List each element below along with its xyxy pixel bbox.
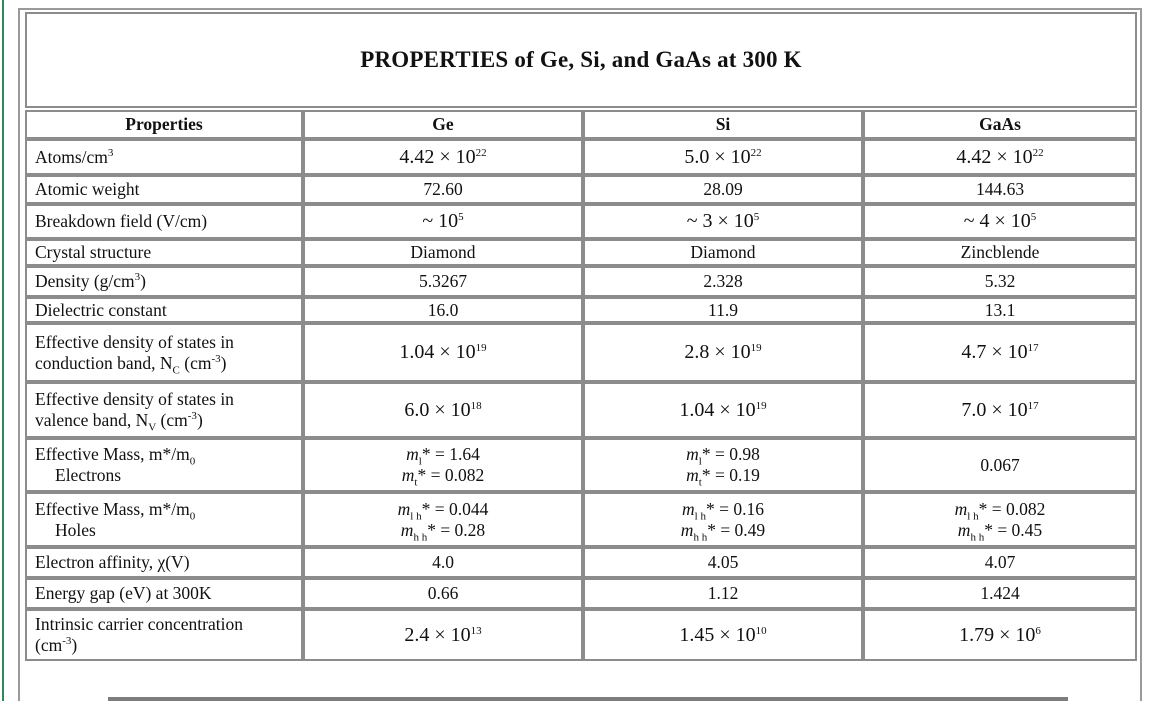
- row-effective-mass-holes: [25, 492, 1137, 547]
- header-row: [25, 110, 1137, 139]
- gaas-value: 4.07: [863, 547, 1137, 578]
- page-title: PROPERTIES of Ge, Si, and GaAs at 300 K: [360, 47, 802, 72]
- si-value: $1.45 \times 10^{10}$: [583, 609, 863, 661]
- si-value: $m_l* = 0.98$ $m_t* = 0.19$: [583, 438, 863, 492]
- gaas-value: $4.42 \times 10^{22}$: [863, 139, 1137, 175]
- ge-value: 5.3267: [303, 266, 583, 297]
- ge-value: $1.04 \times 10^{19}$: [303, 323, 583, 382]
- row-label: Effective Mass, $m*/m_0$ Holes: [25, 492, 303, 547]
- ge-value: $m_{l h}* = 0.044$ $m_{h h}* = 0.28$: [303, 492, 583, 547]
- si-value: 11.9: [583, 297, 863, 323]
- gaas-value: 5.32: [863, 266, 1137, 297]
- gaas-value: Zincblende: [863, 239, 1137, 266]
- gutter-line: [2, 0, 4, 701]
- left-gutter: [0, 0, 8, 701]
- ge-value: $6.0 \times 10^{18}$: [303, 382, 583, 438]
- header-si: Si: [583, 110, 863, 139]
- gaas-value: $4.7 \times 10^{17}$: [863, 323, 1137, 382]
- ge-value: $4.42 \times 10^{22}$: [303, 139, 583, 175]
- row-label: Energy gap (eV) at 300K: [25, 578, 303, 609]
- header-ge: Ge: [303, 110, 583, 139]
- row-electron-affinity: [25, 547, 1137, 578]
- si-value: 2.328: [583, 266, 863, 297]
- row-label: Intrinsic carrier concentration $(cm^{-3})$: [25, 609, 303, 661]
- row-label: Atoms/$cm^3$: [25, 139, 303, 175]
- row-density-states-conduction: [25, 323, 1137, 382]
- row-breakdown-field: [25, 204, 1137, 239]
- ge-value: $m_l* = 1.64$ $m_t* = 0.082$: [303, 438, 583, 492]
- row-label: Effective density of states in conduction band, $N_C$ $(cm^{-3})$: [25, 323, 303, 382]
- row-label: Breakdown field (V/cm): [25, 204, 303, 239]
- gaas-value: 0.067: [863, 438, 1137, 492]
- row-label: Dielectric constant: [25, 297, 303, 323]
- bottom-divider: [108, 697, 1068, 701]
- row-energy-gap: [25, 578, 1137, 609]
- row-atoms: [25, 139, 1137, 175]
- row-crystal-structure: [25, 239, 1137, 266]
- row-effective-mass-electrons: [25, 438, 1137, 492]
- ge-value: Diamond: [303, 239, 583, 266]
- header-properties: Properties: [25, 110, 303, 139]
- ge-value: 16.0: [303, 297, 583, 323]
- row-intrinsic-carrier: [25, 609, 1137, 661]
- gaas-value: ~ $4 \times 10^5$: [863, 204, 1137, 239]
- gaas-value: $m_{l h}* = 0.082$ $m_{h h}* = 0.45$: [863, 492, 1137, 547]
- si-value: 4.05: [583, 547, 863, 578]
- row-label: Density $(g/cm^3)$: [25, 266, 303, 297]
- row-density-states-valence: [25, 382, 1137, 438]
- gaas-value: $1.79 \times 10^6$: [863, 609, 1137, 661]
- row-label: Crystal structure: [25, 239, 303, 266]
- header-gaas: GaAs: [863, 110, 1137, 139]
- properties-table: [25, 110, 1137, 661]
- row-label: Electron affinity, χ(V): [25, 547, 303, 578]
- si-value: $5.0 \times 10^{22}$: [583, 139, 863, 175]
- si-value: ~ $3 \times 10^5$: [583, 204, 863, 239]
- si-value: $2.8 \times 10^{19}$: [583, 323, 863, 382]
- row-label: Effective density of states in valence band, $N_V$ $(cm^{-3})$: [25, 382, 303, 438]
- ge-value: 0.66: [303, 578, 583, 609]
- gaas-value: 144.63: [863, 175, 1137, 204]
- si-value: $m_{l h}* = 0.16$ $m_{h h}* = 0.49$: [583, 492, 863, 547]
- si-value: $1.04 \times 10^{19}$: [583, 382, 863, 438]
- title-box: [25, 12, 1137, 108]
- row-label: Effective Mass, $m*/m_0$ Electrons: [25, 438, 303, 492]
- si-value: 1.12: [583, 578, 863, 609]
- row-atomic-weight: [25, 175, 1137, 204]
- ge-value: $2.4 \times 10^{13}$: [303, 609, 583, 661]
- si-value: 28.09: [583, 175, 863, 204]
- row-density: [25, 266, 1137, 297]
- ge-value: 72.60: [303, 175, 583, 204]
- row-label: Atomic weight: [25, 175, 303, 204]
- gaas-value: 1.424: [863, 578, 1137, 609]
- ge-value: 4.0: [303, 547, 583, 578]
- gaas-value: $7.0 \times 10^{17}$: [863, 382, 1137, 438]
- gaas-value: 13.1: [863, 297, 1137, 323]
- ge-value: ~ $10^5$: [303, 204, 583, 239]
- si-value: Diamond: [583, 239, 863, 266]
- row-dielectric-constant: [25, 297, 1137, 323]
